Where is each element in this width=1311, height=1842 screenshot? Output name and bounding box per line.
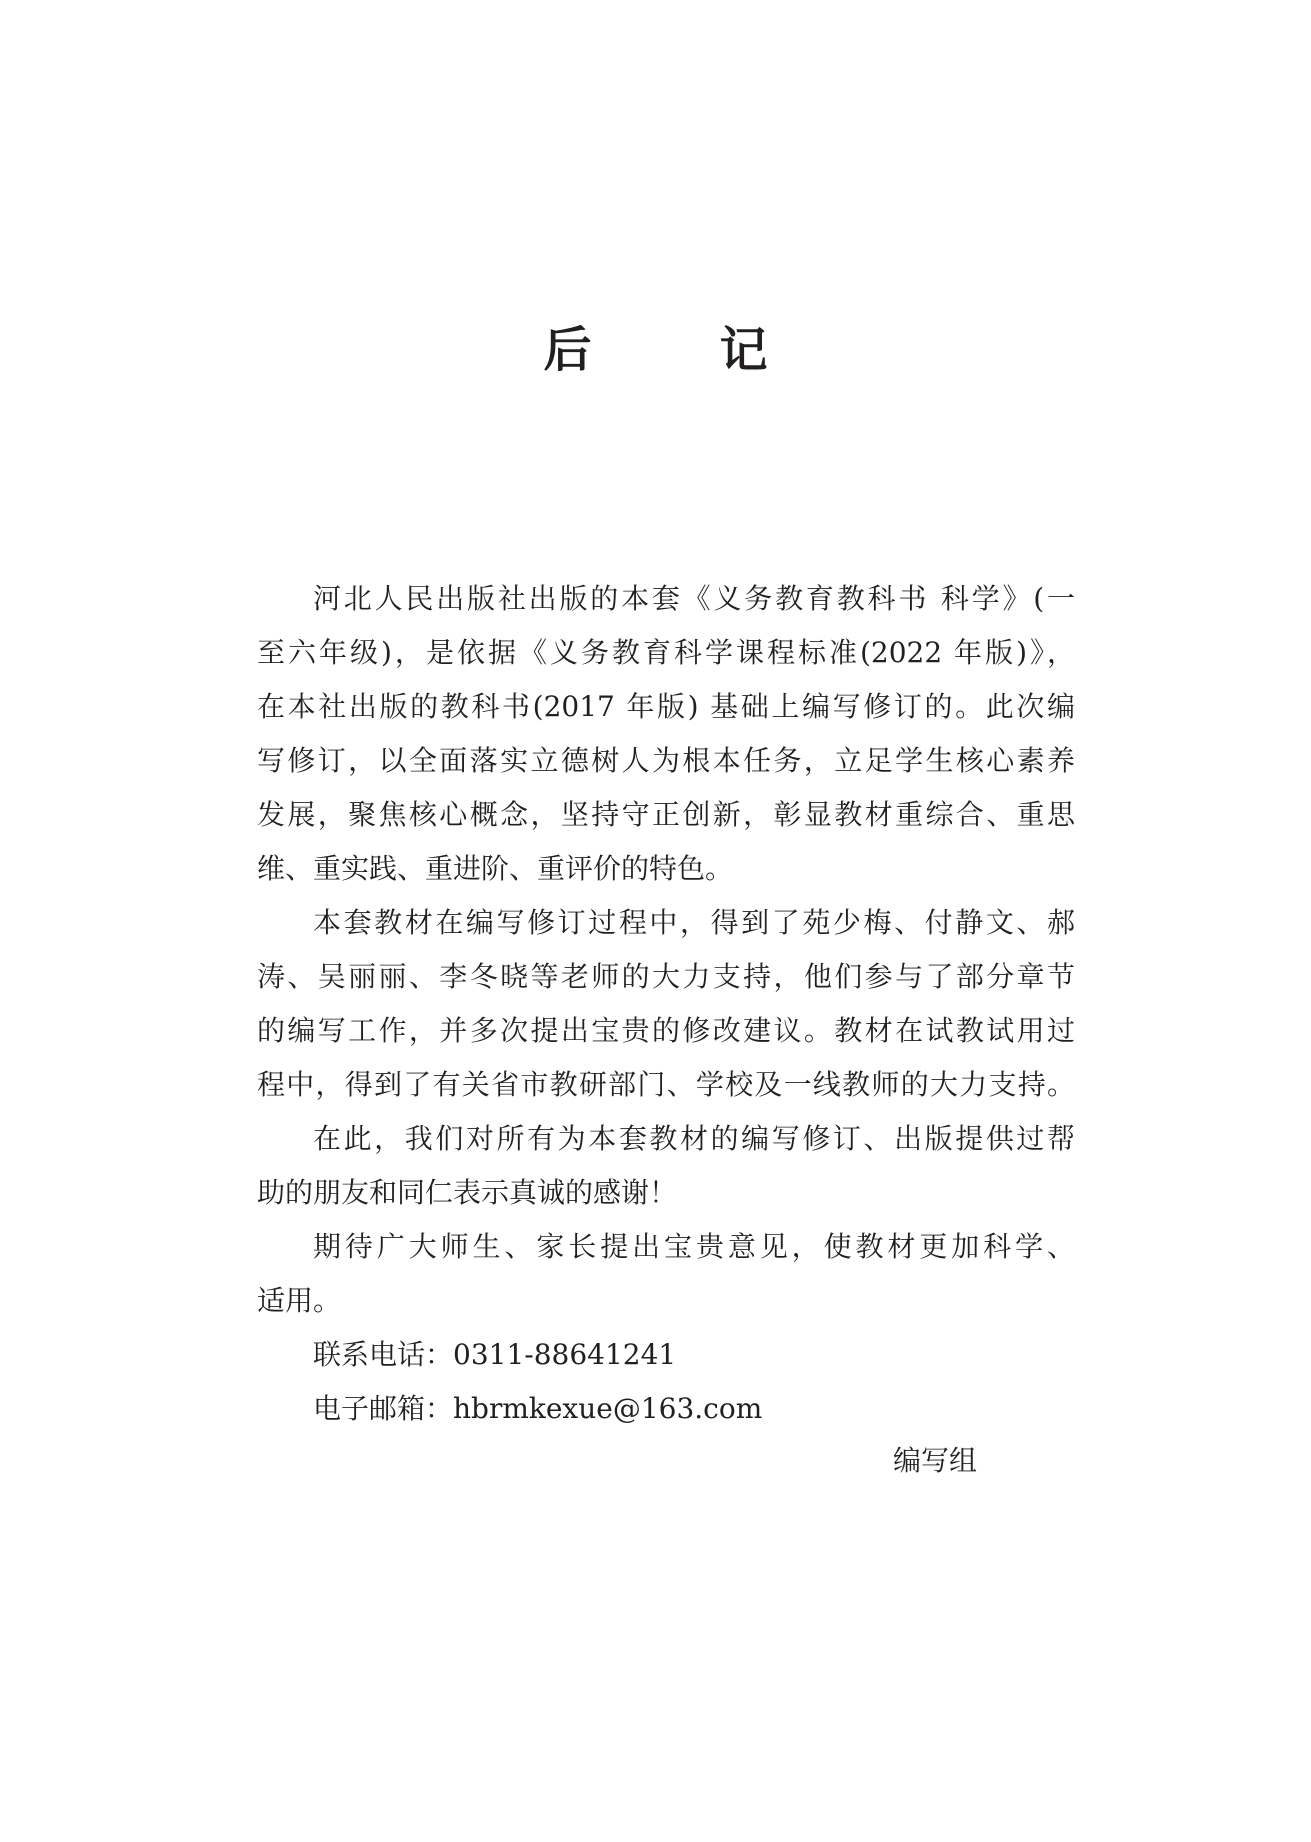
page-title: 后 记 bbox=[543, 322, 808, 378]
paragraph-line: 河北人民出版社出版的本套《义务教育教科书 科学》(一 bbox=[313, 582, 1075, 615]
paragraph-line: 发展，聚焦核心概念，坚持守正创新，彰显教材重综合、重思 bbox=[257, 798, 1075, 831]
paragraph-line: 在本社出版的教科书(2017 年版) 基础上编写修订的。此次编 bbox=[257, 690, 1075, 723]
paragraph-line: 适用。 bbox=[257, 1284, 342, 1317]
paragraph-line: 期待广大师生、家长提出宝贵意见，使教材更加科学、 bbox=[313, 1230, 1075, 1263]
contact-email: 电子邮箱：hbrmkexue@163.com bbox=[313, 1392, 763, 1425]
paragraph-line: 至六年级)，是依据《义务教育科学课程标准(2022 年版)》， bbox=[257, 636, 1075, 669]
paragraph-line: 涛、吴丽丽、李冬晓等老师的大力支持，他们参与了部分章节 bbox=[257, 960, 1075, 993]
contact-phone: 联系电话：0311-88641241 bbox=[313, 1338, 677, 1371]
paragraph-line: 维、重实践、重进阶、重评价的特色。 bbox=[257, 852, 734, 885]
paragraph-line: 的编写工作，并多次提出宝贵的修改建议。教材在试教试用过 bbox=[257, 1014, 1075, 1047]
paragraph-line: 在此，我们对所有为本套教材的编写修订、出版提供过帮 bbox=[313, 1122, 1075, 1155]
paragraph-line: 助的朋友和同仁表示真诚的感谢！ bbox=[257, 1176, 678, 1209]
afterword-body bbox=[257, 572, 1075, 1436]
paragraph-line: 程中，得到了有关省市教研部门、学校及一线教师的大力支持。 bbox=[257, 1068, 1075, 1101]
paragraph-line: 写修订，以全面落实立德树人为根本任务，立足学生核心素养 bbox=[257, 744, 1075, 777]
signature: 编写组 bbox=[893, 1444, 978, 1477]
paragraph-line: 本套教材在编写修订过程中，得到了苑少梅、付静文、郝 bbox=[313, 906, 1075, 939]
